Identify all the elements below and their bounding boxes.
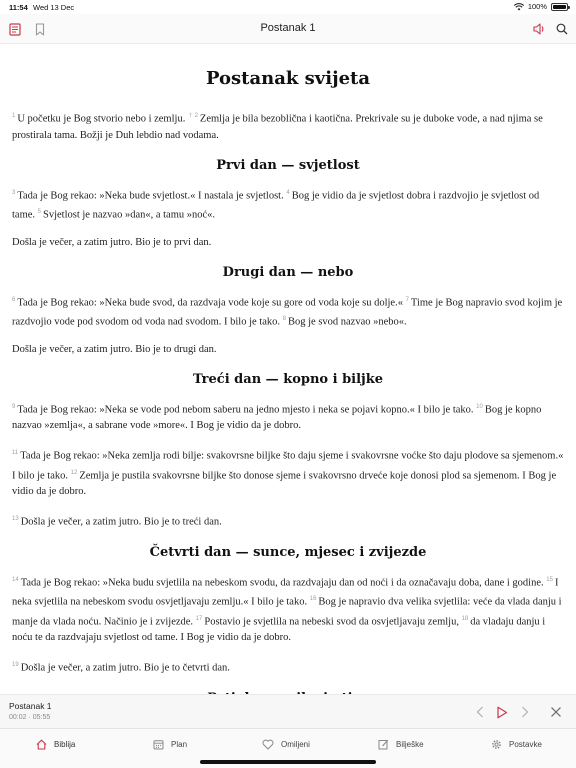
status-bar [0, 0, 576, 14]
player-title: Postanak 1 [9, 701, 52, 711]
tab-postavke[interactable] [491, 737, 542, 751]
previous-icon[interactable] [472, 704, 488, 720]
section-heading: Četvrti dan — sunce, mjesec i zvijezde [149, 544, 427, 560]
paragraph [12, 572, 564, 647]
verse-number: 11 [12, 450, 19, 456]
verse-number: 9 [12, 403, 16, 410]
paragraph [12, 511, 564, 531]
home-icon [36, 739, 47, 750]
top-nav-bar [0, 14, 576, 44]
status-right [514, 2, 568, 11]
verse-text[interactable]: Bog je napravio dva velika svjetlila: veće da vlada danju i manje da vlada noću. Načinio je i zvijezde. [12, 596, 562, 627]
verse-text[interactable]: Došla je večer, a zatim jutro. Bio je to četvrti dan. [20, 662, 230, 674]
paragraph [12, 235, 564, 251]
verse-number: 4 [286, 189, 290, 196]
verse-text[interactable]: da vladaju danju i noću te da razdvajaju svjetlost od tame. I Bog je vidio da je dobro. [12, 616, 546, 643]
paragraph [12, 399, 564, 435]
verse-number: 19 [12, 662, 19, 668]
play-icon[interactable] [494, 704, 510, 720]
player-time: 00:02 · 05:55 [9, 714, 51, 721]
verse-text[interactable]: Zemlja je pustila svakovrsne biljke što donose sjeme i svakovrsno drveće koje donosi plod sa sjemenom. I Bog je vidio da je dobro. [12, 470, 557, 497]
paragraph [12, 108, 564, 144]
wifi-icon [514, 3, 524, 11]
reading-content[interactable] [0, 44, 576, 694]
note-icon [378, 739, 389, 750]
chapter-sections [12, 108, 564, 706]
heart-icon [262, 739, 274, 750]
battery-percent: 100% [527, 2, 547, 11]
paragraph [12, 657, 564, 677]
search-icon[interactable] [554, 21, 570, 37]
verse-text[interactable]: Tada je Bog rekao: »Neka budu svjetlila na nebeskom svodu, da razdvajaju dan od noći i da označavaju doba, dane i godine. [20, 577, 544, 588]
tab-label: Bilješke [396, 739, 424, 749]
verse-number: 7 [405, 296, 409, 303]
verse-number: 1 [12, 113, 16, 119]
next-icon[interactable] [517, 704, 533, 720]
section-heading: Drugi dan — nebo [222, 264, 354, 280]
status-time: 11:54 [9, 3, 28, 12]
section-heading: Prvi dan — svjetlost [216, 157, 360, 173]
verse-text[interactable]: I neka svjetlila na nebeskom svodu osvjetljavaju zemlju.« I bilo je tako. [12, 577, 559, 608]
calendar-icon [153, 739, 164, 750]
verse-number: 8 [282, 316, 286, 322]
section-heading: Treći dan — kopno i biljke [192, 371, 384, 387]
verse-text[interactable]: Svjetlost je nazvao »dan«, a tamu »noć«. [43, 209, 216, 221]
verse-number: 15 [546, 576, 553, 583]
verse-number: 14 [12, 576, 19, 583]
verse-text[interactable]: Tada je Bog rekao: »Neka zemlja rodi bilje: svakovrsne biljke što daju sjeme i svakovrsne voćke što daju plodove sa sjemenom.« I bilo je tako. [12, 450, 564, 481]
verse-text[interactable]: Tada je Bog rekao: »Neka bude svjetlost.« I nastala je svjetlost. [17, 190, 284, 201]
chapter-title[interactable]: Postanak 1 [260, 22, 316, 34]
verse-number: 17 [195, 615, 203, 622]
tab-plan[interactable] [153, 737, 187, 751]
verse-text[interactable]: Tada je Bog rekao: »Neka bude svod, da razdvaja vode koje su gore od voda koje su dolje.« [17, 297, 403, 308]
speaker-icon[interactable] [531, 21, 547, 37]
verse-number: 12 [70, 469, 78, 476]
verse-text[interactable]: Došla je večer, a zatim jutro. Bio je to drugi dan. [12, 343, 217, 355]
verse-number: 16 [309, 596, 317, 602]
verse-number: 5 [37, 209, 41, 215]
close-icon[interactable] [548, 704, 564, 720]
tab-label: Omiljeni [281, 739, 310, 749]
verse-text[interactable]: Bog je svod nazvao »nebo«. [287, 316, 407, 328]
tab-label: Plan [171, 739, 188, 749]
tab-omiljeni[interactable] [262, 737, 310, 751]
verse-text[interactable]: Bog je vidio da je svjetlost dobra i razdvojio je svjetlost od tame. [12, 190, 540, 221]
verse-text[interactable]: U početku je Bog stvorio nebo i zemlju. [17, 113, 186, 125]
tab-biljeske[interactable] [378, 737, 424, 751]
verse-number: 13 [12, 516, 19, 522]
battery-icon [551, 3, 568, 11]
footnote-marker[interactable]: † [188, 113, 192, 119]
verse-text[interactable]: Postavio je svjetlila na nebeski svod da osvjetljavaju zemlju, [204, 616, 459, 627]
paragraph [12, 342, 564, 358]
verse-text[interactable]: Tada je Bog rekao: »Neka se vode pod nebom saberu na jedno mjesto i neka se pojavi kopno.« I bilo je tako. [17, 404, 474, 415]
gear-icon [491, 739, 502, 750]
verse-number: 10 [476, 403, 483, 410]
tab-label: Biblija [54, 739, 76, 749]
verse-number: 3 [12, 189, 16, 196]
verse-text[interactable]: Time je Bog napravio svod kojim je razdvojio vode pod svodom od voda nad svodom. I bilo je tako. [12, 297, 563, 328]
verse-text[interactable]: Bog je kopno nazvao »zemlja«, a sabrane vode »more«. I Bog je vidio da je dobro. [12, 404, 542, 431]
audio-player [0, 694, 576, 728]
tab-biblija[interactable] [36, 737, 75, 751]
verse-number: 2 [194, 113, 198, 119]
paragraph [12, 445, 564, 500]
status-date: Wed 13 Dec [33, 3, 75, 12]
verse-number: 18 [461, 615, 469, 622]
page-title: Postanak svijeta [205, 68, 371, 89]
verse-text[interactable]: Došla je večer, a zatim jutro. Bio je to prvi dan. [12, 236, 212, 248]
tab-label: Postavke [509, 739, 542, 749]
paragraph [12, 185, 564, 224]
paragraph [12, 292, 564, 331]
verse-number: 6 [12, 296, 16, 303]
verse-text[interactable]: Došla je večer, a zatim jutro. Bio je to treći dan. [20, 516, 222, 528]
home-indicator [200, 760, 376, 764]
verse-text[interactable]: Zemlja je bila bezoblična i kaotična. Prekrivale su je duboke vode, a nad njima se prostirala tama. Božji je Duh lebdio nad vodama. [12, 113, 543, 141]
